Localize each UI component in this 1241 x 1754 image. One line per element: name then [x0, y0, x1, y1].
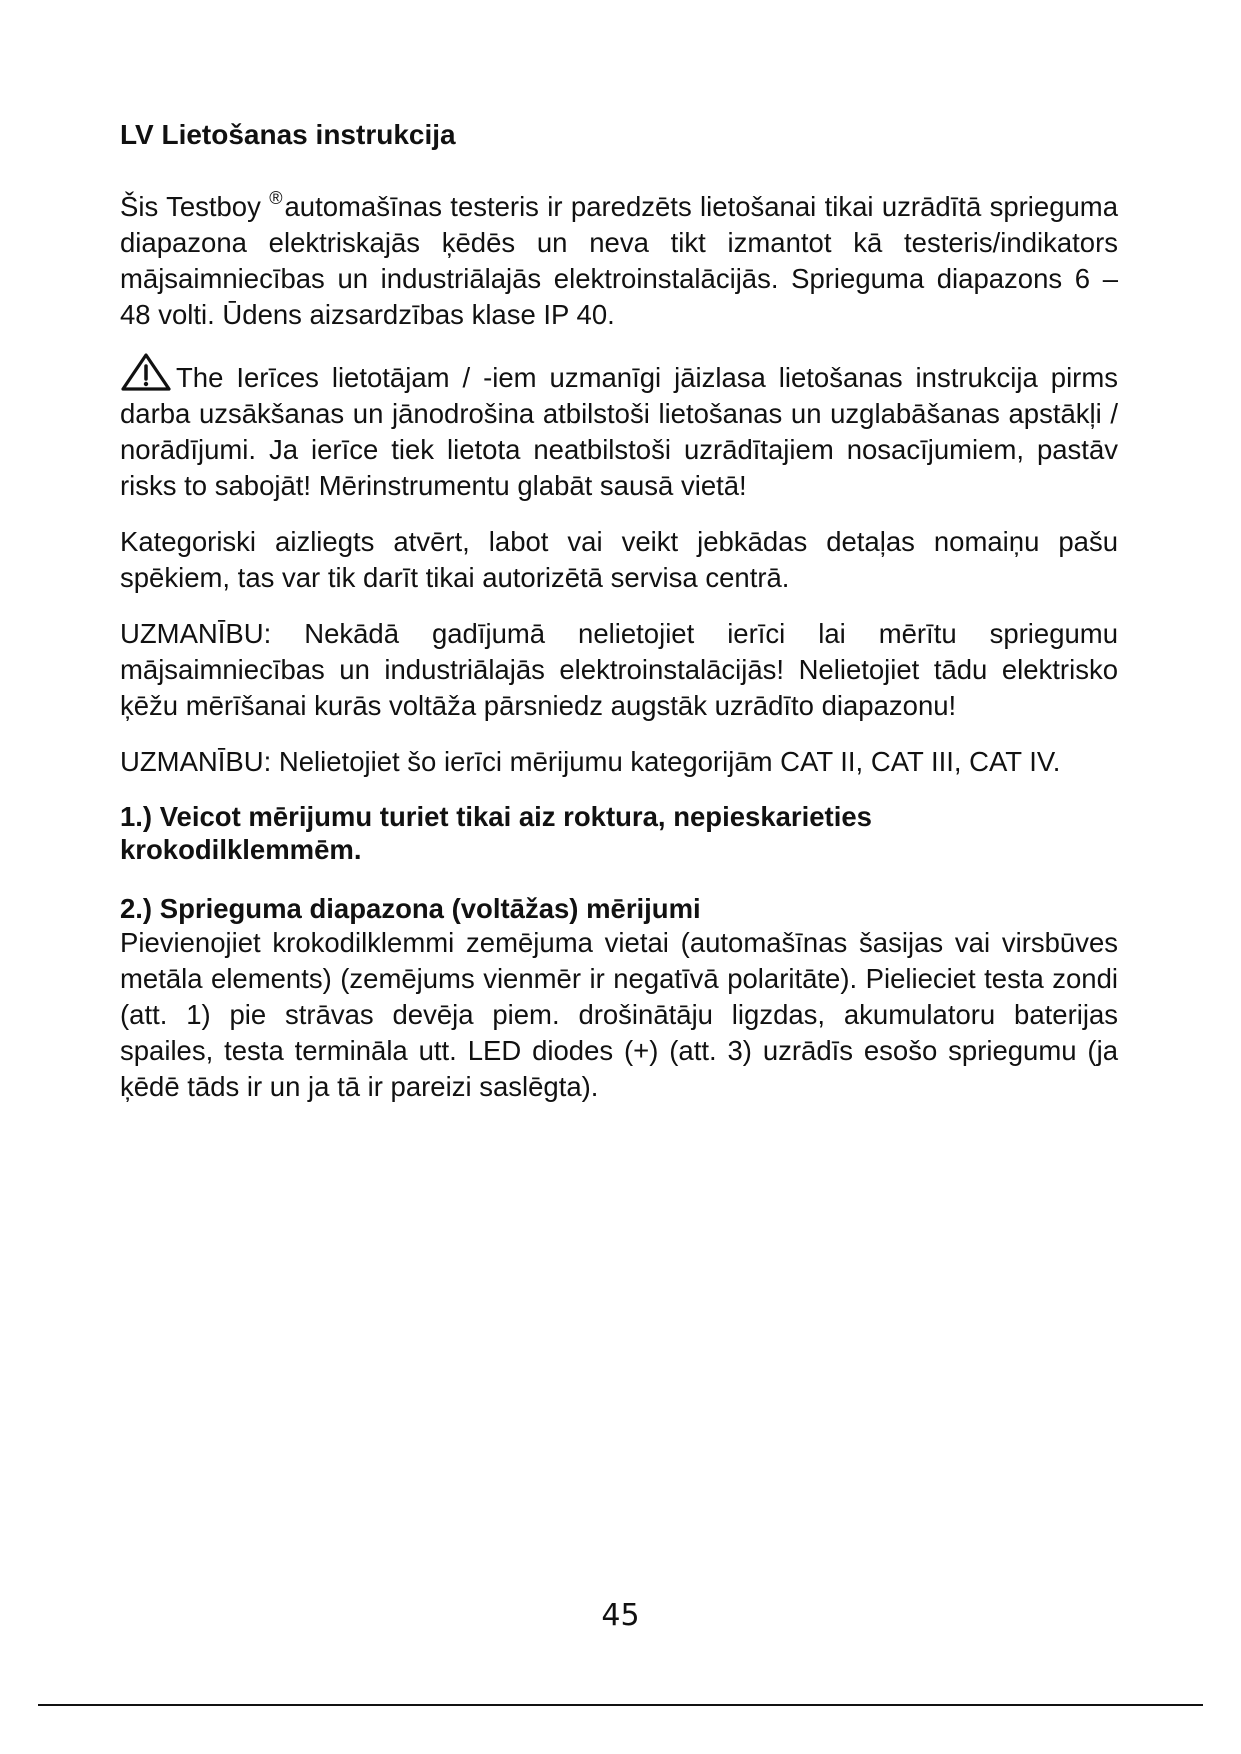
intro-text-start: Šis Testboy [120, 191, 261, 222]
registered-mark: ® [269, 188, 283, 208]
section-1 [120, 800, 1118, 866]
warning-text: The Ierīces lietotājam / -iem uzmanīgi jāizlasa lietošanas instrukcija pirms darba uzsākšanas un jānodrošina atbilstoši lietošanas un uzglabāšanas apstākļi / norādījumi. Ja ierīce tiek lietota neatbilstoši uzrādītajiem nosacījumiem, pastāv risks to sabojāt! Mērinstrumentu glabāt sausā vietā! [120, 362, 1118, 501]
warning-paragraph [120, 353, 1118, 504]
warning-triangle-icon [120, 353, 172, 393]
page-title: LV Lietošanas instrukcija [120, 119, 456, 150]
section-1-title: 1.) Veicot mērijumu turiet tikai aiz roktura, nepieskarieties krokodilklemmēm. [120, 801, 872, 865]
caution-paragraph-2: UZMANĪBU: Nelietojiet šo ierīci mērijumu kategorijām CAT II, CAT III, CAT IV. [120, 746, 1061, 777]
document-body [120, 118, 1118, 1131]
page-number: 45 [601, 1598, 640, 1633]
section-2 [120, 892, 1118, 1105]
section-2-text: Pievienojiet krokodilklemmi zemējuma vietai (automašīnas šasijas vai virsbūves metāla elements) (zemējums vienmēr ir negatīvā polaritāte). Pielieciet testa zondi (att. 1) pie strāvas devēja piem. drošinātāju ligzdas, akumulatoru baterijas spailes, testa termināla utt. LED diodes (+) (att. 3) uzrādīs esošo spriegumu (ja ķēdē tāds ir un ja tā ir pareizi saslēgta). [120, 927, 1118, 1102]
caution-paragraph-1: UZMANĪBU: Nekādā gadījumā nelietojiet ierīci lai mērītu spriegumu mājsaimniecības un industriālajās elektroinstalācijās! Nelietojiet tādu elektrisko ķēžu mērīšanai kurās voltāža pārsniedz augstāk uzrādīto diapazonu! [120, 618, 1118, 721]
footer-divider [38, 1704, 1203, 1706]
section-2-title: 2.) Sprieguma diapazona (voltāžas) mērijumi [120, 893, 701, 924]
repair-paragraph: Kategoriski aizliegts atvērt, labot vai veikt jebkādas detaļas nomaiņu pašu spēkiem, tas var tik darīt tikai autorizētā servisa centrā. [120, 526, 1118, 593]
intro-text-rest: automašīnas testeris ir paredzēts lietošanai tikai uzrādītā sprieguma diapazona elektriskajās ķēdēs un neva tikt izmantot kā testeris/indikators mājsaimniecības un industriālajās elektroinstalācijās. Sprieguma diapazons 6 – 48 volti. Ūdens aizsardzības klase IP 40. [120, 191, 1119, 330]
intro-paragraph [120, 180, 1118, 333]
